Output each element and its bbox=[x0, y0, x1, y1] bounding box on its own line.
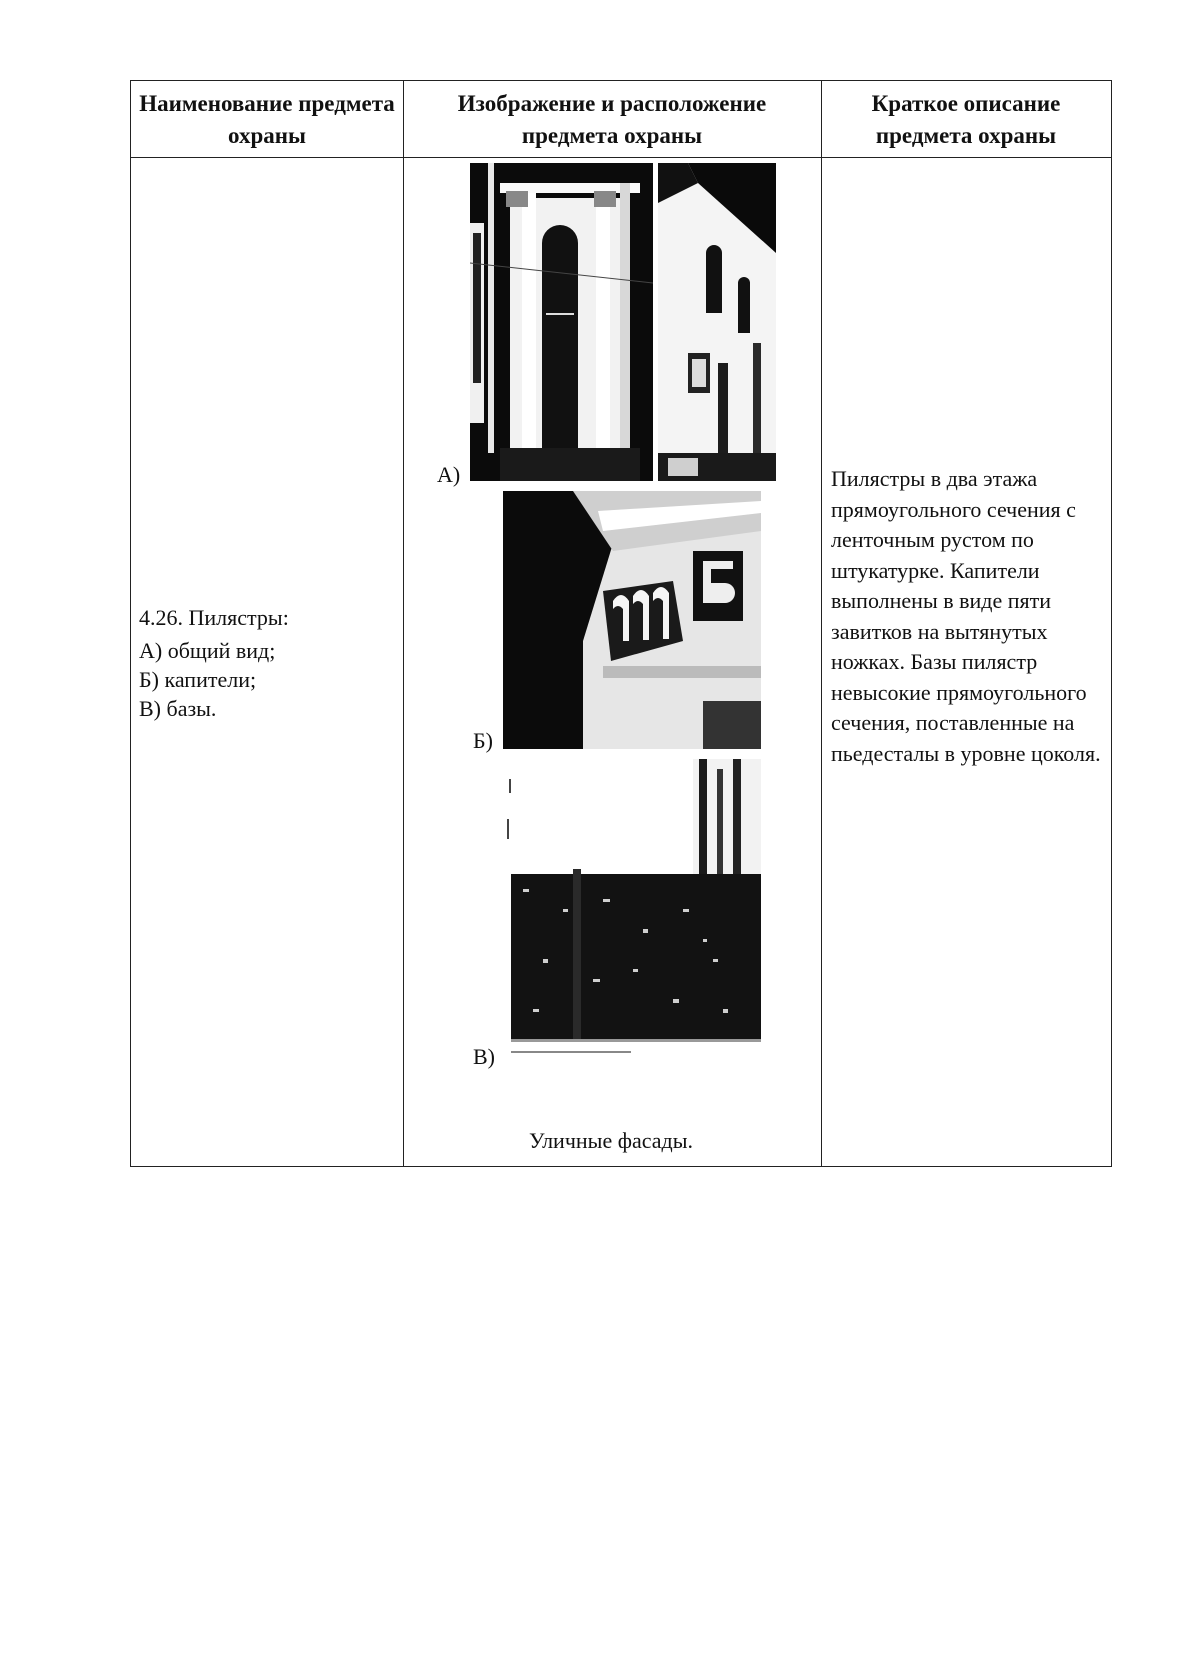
photo-caption: Уличные фасады. bbox=[528, 1128, 694, 1153]
pilaster-bases-photo bbox=[503, 759, 761, 1061]
protection-subject-description: Пилястры в два этажа прямоугольного сечения с ленточным рустом по штукатурке. Капители выполнены в виде пяти завитков на вытянутых ножках. Базы пилястр невысокие прямоугольного сечения, поставленные на пьедесталы в уровне цоколя. bbox=[831, 466, 1101, 766]
column-divider bbox=[821, 81, 822, 1166]
facade-side-view-photo bbox=[658, 163, 776, 481]
subject-title: 4.26. Пилястры: bbox=[139, 605, 289, 630]
photo-label-a: А) bbox=[437, 462, 461, 487]
photo-label-c: В) bbox=[473, 1044, 495, 1069]
protection-subject-name bbox=[139, 603, 399, 723]
subject-item: В) базы. bbox=[139, 696, 217, 721]
subject-item: Б) капители; bbox=[139, 667, 257, 692]
column-divider bbox=[403, 81, 404, 1166]
header-image: Изображение и расположение предмета охраны bbox=[457, 90, 767, 148]
header-description: Краткое описание предмета охраны bbox=[871, 90, 1061, 148]
header-name: Наименование предмета охраны bbox=[139, 90, 395, 148]
pilaster-capitals-photo bbox=[503, 491, 761, 749]
subject-item: А) общий вид; bbox=[139, 638, 276, 663]
photo-label-b: Б) bbox=[473, 728, 493, 753]
pilasters-general-view-photo bbox=[470, 163, 653, 481]
protection-table bbox=[130, 80, 1112, 1167]
